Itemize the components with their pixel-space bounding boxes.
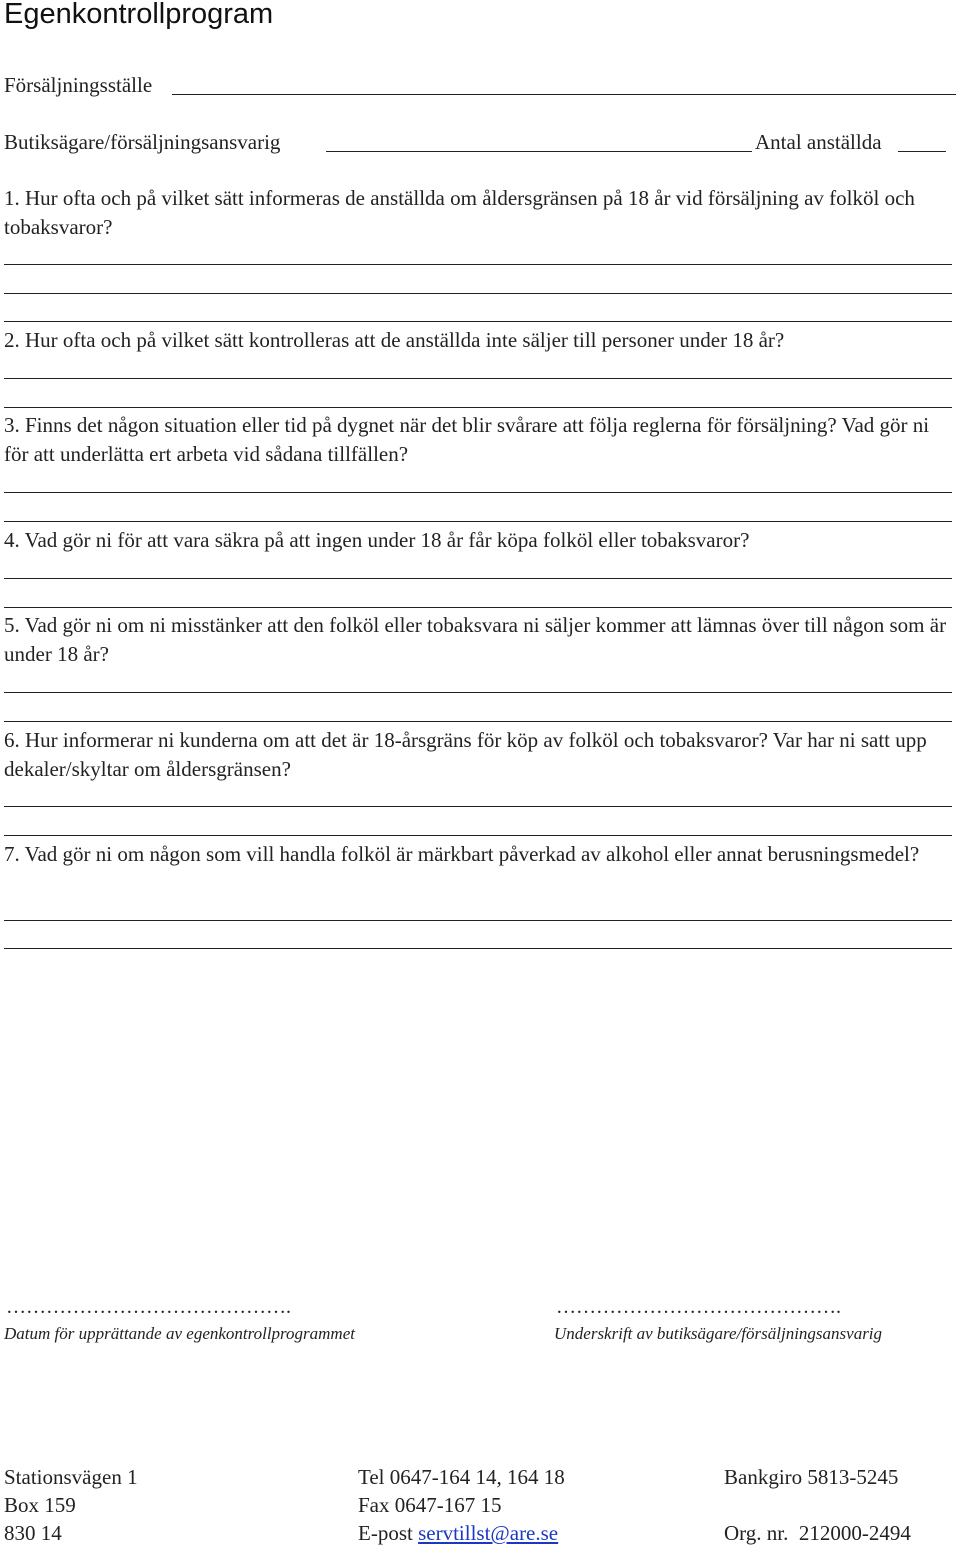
- question-text: Hur ofta och på vilket sätt informeras de anställda om åldersgränsen på 18 år vid försäljning av folköl och tobaksvaror?: [4, 186, 915, 239]
- sales-point-field[interactable]: [172, 94, 956, 95]
- question-number: 6.: [4, 728, 20, 752]
- owner-signature-field[interactable]: …………………………………….: [556, 1296, 841, 1318]
- question-number: 7.: [4, 842, 20, 866]
- email-label: E-post: [358, 1521, 419, 1545]
- fax-number: Fax 0647-167 15: [358, 1493, 502, 1517]
- answer-line[interactable]: [4, 407, 952, 408]
- answer-line[interactable]: [4, 378, 952, 379]
- address-postcode: 830 14: [4, 1521, 62, 1545]
- answer-line[interactable]: [4, 607, 952, 608]
- answer-line[interactable]: [4, 721, 952, 722]
- email-row: [358, 1520, 558, 1546]
- question-number: 3.: [4, 413, 20, 437]
- question-text: Finns det någon situation eller tid på dygnet när det blir svårare att följa reglerna för försäljning? Vad gör ni för att underlätta ert arbeta vid sådana tillfällen?: [4, 413, 930, 466]
- question-number: 1.: [4, 186, 20, 210]
- answer-line[interactable]: [4, 264, 952, 265]
- question-text: Hur informerar ni kunderna om att det är 18-årsgräns för köp av folköl och tobaksvaror? Var har ni satt upp dekaler/skyltar om åldersgränsen?: [4, 728, 927, 781]
- question-1: [4, 184, 956, 241]
- employees-label: Antal anställda: [755, 130, 882, 154]
- answer-line[interactable]: [4, 321, 952, 322]
- answer-line[interactable]: [4, 578, 952, 579]
- answer-line[interactable]: [4, 948, 952, 949]
- question-text: Hur ofta och på vilket sätt kontrolleras att de anställda inte säljer till personer under 18 år?: [25, 328, 785, 352]
- question-text: Vad gör ni om någon som vill handla folköl är märkbart påverkad av alkohol eller annat berusningsmedel?: [24, 842, 920, 866]
- answer-line[interactable]: [4, 692, 952, 693]
- bankgiro: Bankgiro 5813-5245: [724, 1465, 899, 1489]
- question-6: [4, 726, 956, 783]
- question-2: [4, 326, 956, 355]
- org-number: Org. nr. 212000-2494: [724, 1521, 911, 1545]
- question-7: [4, 840, 956, 869]
- answer-line[interactable]: [4, 293, 952, 294]
- answer-line[interactable]: [4, 806, 952, 807]
- answer-line[interactable]: [4, 521, 952, 522]
- date-caption: Datum för upprättande av egenkontrollprogrammet: [4, 1324, 355, 1343]
- question-5: [4, 611, 956, 668]
- question-number: 4.: [4, 528, 20, 552]
- employees-field[interactable]: [898, 151, 946, 152]
- question-text: Vad gör ni om ni misstänker att den folköl eller tobaksvara ni säljer kommer att lämnas över till någon som är under 18 år?: [4, 613, 947, 666]
- email-link[interactable]: servtillst@are.se: [418, 1521, 559, 1545]
- sales-point-label: Försäljningsställe: [4, 73, 153, 97]
- answer-line[interactable]: [4, 835, 952, 836]
- question-3: [4, 411, 956, 468]
- answer-line[interactable]: [4, 920, 952, 921]
- document-title: Egenkontrollprogram: [4, 0, 274, 30]
- signature-caption: Underskrift av butiksägare/försäljningsansvarig: [554, 1324, 883, 1343]
- phone-number: Tel 0647-164 14, 164 18: [358, 1465, 565, 1489]
- question-4: [4, 526, 956, 555]
- question-text: Vad gör ni för att vara säkra på att ingen under 18 år får köpa folköl eller tobaksvaror?: [24, 528, 750, 552]
- question-number: 2.: [4, 328, 20, 352]
- answer-line[interactable]: [4, 492, 952, 493]
- question-number: 5.: [4, 613, 20, 637]
- owner-label: Butiksägare/försäljningsansvarig: [4, 130, 281, 154]
- address-box: Box 159: [4, 1493, 76, 1517]
- date-signature-field[interactable]: …………………………………….: [6, 1296, 291, 1318]
- owner-field[interactable]: [326, 151, 752, 152]
- address-street: Stationsvägen 1: [4, 1465, 138, 1489]
